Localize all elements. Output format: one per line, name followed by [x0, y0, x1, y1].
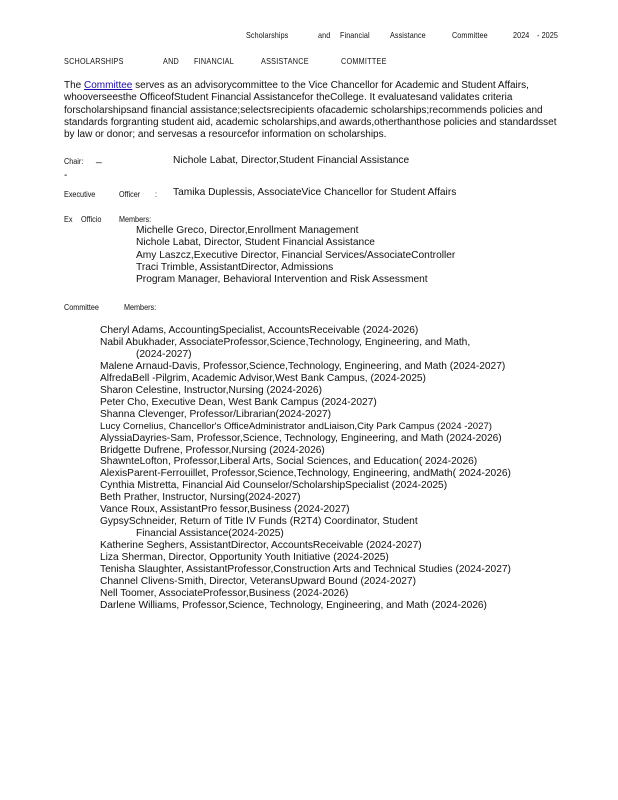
- committee-members-label: Members:: [124, 302, 157, 312]
- list-item: Tenisha Slaughter, AssistantProfessor,Construction Arts and Technical Studies (2024-2027): [100, 564, 511, 576]
- header-word: Committee: [452, 30, 488, 40]
- chair-value: Nichole Labat, Director,Student Financial Assistance: [173, 155, 410, 166]
- header-word: and: [318, 30, 331, 40]
- list-item: AlfredaBell -Pilgrim, Academic Advisor,West Bank Campus, (2024-2025): [100, 372, 426, 384]
- list-item: Peter Cho, Executive Dean, West Bank Campus (2024-2027): [100, 396, 377, 408]
- header-year: 2024: [513, 30, 530, 40]
- list-item: ShawnteLofton, Professor,Liberal Arts, Social Sciences, and Education( 2024-2026): [100, 456, 478, 468]
- list-item-continuation: (2024-2027): [136, 348, 192, 360]
- title-word: ASSISTANCE: [261, 56, 309, 66]
- list-item: AlexisParent-Ferrouillet, Professor,Science,Technology, Engineering, andMath( 2024-2026): [100, 468, 511, 480]
- header-word: Financial: [340, 30, 370, 40]
- intro-paragraph: [64, 80, 564, 141]
- list-item: Nell Toomer, AssociateProfessor,Business (2024-2026): [100, 587, 349, 599]
- members-label: Members:: [119, 214, 152, 224]
- header-year: - 2025: [537, 30, 558, 40]
- list-item: Traci Trimble, AssistantDirector, Admissions: [136, 261, 334, 273]
- committee-list: [100, 325, 511, 612]
- title-word: SCHOLARSHIPS: [64, 56, 124, 66]
- intro-text-body: serves as an advisorycommittee to the Vice Chancellor for Academic and Student Affairs, whooverseesthe OfficeofStudent Financial Assistancefor theCollege. It evaluatesand validates criteria forscholarshipsand financial assistance;selectsrecipients ofacademic scholarships;recommends policies and standards forgranting student aid, academic scholarships,and awards,otherthanthose policies and standardsset by law or donor; and servesas a resourcefor information on scholarships.: [64, 80, 557, 141]
- list-item: Beth Prather, Instructor, Nursing(2024-2027): [100, 492, 301, 504]
- list-item: Vance Roux, AssistantPro fessor,Business (2024-2027): [100, 504, 350, 516]
- list-item: Cheryl Adams, AccountingSpecialist, AccountsReceivable (2024-2026): [100, 325, 419, 336]
- list-item: Malene Arnaud-Davis, Professor,Science,Technology, Engineering, and Math (2024-2027): [100, 360, 506, 372]
- ex-label: Ex: [64, 214, 73, 224]
- list-item: Cynthia Mistretta, Financial Aid Counselor/ScholarshipSpecialist (2024-2025): [100, 480, 448, 492]
- chair-marker-dash: -: [64, 170, 68, 181]
- list-item: Lucy Cornelius, Chancellor's OfficeAdministrator andLiaison,City Park Campus (2024 -2027): [100, 420, 492, 432]
- officer-colon: :: [155, 189, 158, 199]
- chair-marker: _: [96, 153, 102, 164]
- list-item: Darlene Williams, Professor,Science, Technology, Engineering, and Math (2024-2026): [100, 599, 487, 611]
- list-item: Katherine Seghers, AssistantDirector, AccountsReceivable (2024-2027): [100, 540, 422, 552]
- ex-officio-list: [136, 225, 455, 286]
- list-item: Nichole Labat, Director, Student Financial Assistance: [136, 237, 375, 249]
- executive-label: Executive: [64, 189, 96, 199]
- committee-label: Committee: [64, 302, 99, 312]
- header-word: Assistance: [390, 30, 426, 40]
- officer-label: Officer: [119, 189, 141, 199]
- list-item: Liza Sherman, Director, Opportunity Youth Initiative (2024-2025): [100, 552, 389, 564]
- officio-label: Officio: [81, 214, 102, 224]
- list-item: Program Manager, Behavioral Intervention and Risk Assessment: [136, 274, 428, 286]
- list-item: Nabil Abukhader, AssociateProfessor,Science,Technology, Engineering, and Math,: [100, 336, 471, 348]
- list-item: Channel Clivens-Smith, Director, VeteransUpward Bound (2024-2027): [100, 576, 416, 588]
- intro-text-start: The: [64, 80, 85, 91]
- list-item: Amy Laszcz,Executive Director, Financial Services/AssociateController: [136, 249, 456, 261]
- title-word: AND: [163, 56, 180, 66]
- list-item: Bridgette Dufrene, Professor,Nursing (2024-2026): [100, 444, 325, 456]
- title-word: COMMITTEE: [341, 56, 387, 66]
- list-item: AlyssiaDayries-Sam, Professor,Science, Technology, Engineering, and Math (2024-2026): [100, 432, 502, 444]
- list-item: GypsySchneider, Return of Title IV Funds (R2T4) Coordinator, Student: [100, 516, 418, 528]
- list-item: Sharon Celestine, Instructor,Nursing (2024-2026): [100, 384, 322, 396]
- list-item: Shanna Clevenger, Professor/Librarian(2024-2027): [100, 408, 332, 420]
- list-item-continuation: Financial Assistance(2024-2025): [136, 528, 284, 540]
- chair-label: Chair:: [64, 156, 84, 166]
- header-word: Scholarships: [246, 30, 289, 40]
- committee-link[interactable]: Committee: [84, 80, 133, 91]
- list-item: Michelle Greco, Director,Enrollment Management: [136, 225, 359, 236]
- title-word: FINANCIAL: [194, 56, 235, 66]
- executive-officer-value: Tamika Duplessis, AssociateVice Chancellor for Student Affairs: [173, 187, 457, 198]
